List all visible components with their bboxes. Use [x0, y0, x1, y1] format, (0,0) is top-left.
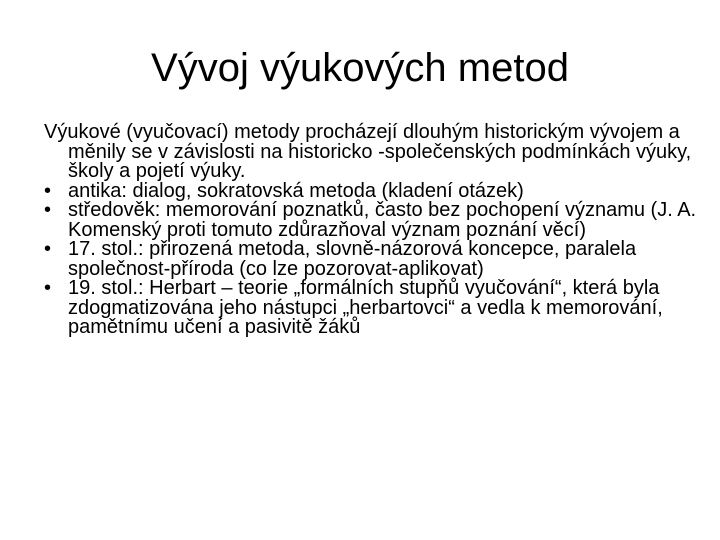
bullet-text: středověk: memorování poznatků, často bez pochopení významu (J. A. Komenský proti tomuto zdůrazňoval význam poznání věcí) [68, 199, 697, 241]
intro-paragraph: Výukové (vyučovací) metody procházejí dlouhým historickým vývojem a měnily se v závislosti na historicko -společenských podmínkách výuky, školy a pojetí výuky. [44, 121, 692, 182]
slide-body [44, 123, 704, 338]
bullet-icon: • [44, 199, 52, 221]
bullet-icon: • [44, 277, 52, 299]
bullet-item-19-stol [44, 279, 704, 338]
bullet-icon: • [44, 238, 52, 260]
bullet-icon: • [44, 179, 52, 202]
bullet-text: 17. stol.: přirozená metoda, slovně-názorová koncepce, paralela společnost-příroda (co lze pozorovat-aplikovat) [68, 238, 637, 280]
bullet-item-17-stol [44, 240, 704, 279]
bullet-text: 19. stol.: Herbart – teorie „formálních stupňů vyučování“, která byla zdogmatizována jeho nástupci „herbartovci“ a vedla k memorování, pamětnímu učení a pasivitě žáků [68, 277, 663, 338]
slide-title: Vývoj výukových metod [151, 46, 569, 90]
bullet-text: antika: dialog, sokratovská metoda (kladení otázek) [68, 179, 524, 202]
bullet-item-stredovek [44, 201, 704, 240]
bullet-list [44, 179, 704, 338]
